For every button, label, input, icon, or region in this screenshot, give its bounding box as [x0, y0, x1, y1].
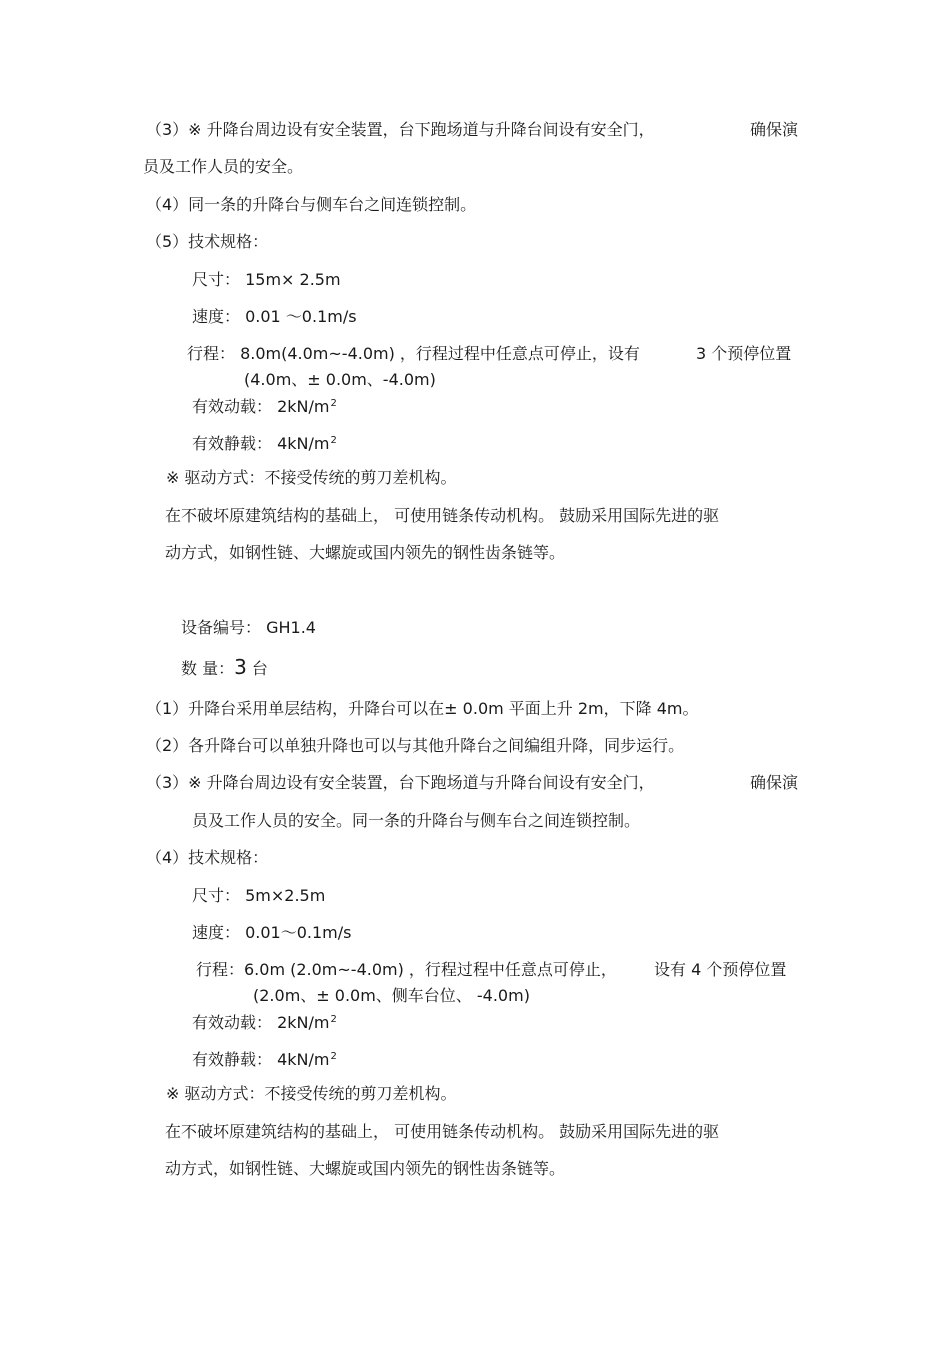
- s1-travel-c: (4.0m、± 0.0m、-4.0m): [244, 370, 436, 389]
- s2-item3-line-b: 确保演: [750, 773, 799, 792]
- s1-item4: （4）同一条的升降台与侧车台之间连锁控制。: [146, 195, 477, 214]
- s1-item3-line-c: 员及工作人员的安全。: [143, 157, 304, 176]
- s2-size: 尺寸： 5m×2.5m: [192, 886, 326, 905]
- s2-speed: 速度： 0.01～0.1m/s: [192, 923, 352, 942]
- s2-item3-line-c: 员及工作人员的安全。同一条的升降台与侧车台之间连锁控制。: [192, 811, 641, 830]
- s1-item3-line-b: 确保演: [750, 120, 799, 139]
- s2-travel-a: 行程：6.0m (2.0m~-4.0m) ，行程过程中任意点可停止，: [196, 960, 617, 979]
- s1-drive: ※ 驱动方式：不接受传统的剪刀差机构。: [166, 468, 457, 487]
- s2-item4: （4）技术规格：: [146, 848, 269, 867]
- s2-travel-c: (2.0m、± 0.0m、侧车台位、 -4.0m): [253, 986, 530, 1005]
- s1-note-a: 在不破坏原建筑结构的基础上， 可使用链条传动机构。 鼓励采用国际先进的驱: [165, 506, 720, 525]
- s1-static-load: 有效静载： $4kN/m^2$: [192, 434, 337, 453]
- s2-equip-no: 设备编号： GH1.4: [181, 618, 316, 637]
- s2-item2: （2）各升降台可以单独升降也可以与其他升降台之间编组升降，同步运行。: [146, 736, 685, 755]
- s1-size: 尺寸： 15m× 2.5m: [192, 270, 341, 289]
- s1-travel-a: 行程： 8.0m(4.0m~-4.0m) ，行程过程中任意点可停止，设有: [187, 344, 640, 363]
- s2-dynamic-load: 有效动载： $2kN/m^2$: [192, 1013, 337, 1032]
- s1-speed: 速度： 0.01 ～0.1m/s: [192, 307, 357, 326]
- s1-item3-line-a: （3）※ 升降台周边设有安全装置，台下跑场道与升降台间设有安全门，: [146, 120, 655, 139]
- s2-drive: ※ 驱动方式：不接受传统的剪刀差机构。: [166, 1084, 457, 1103]
- s2-note-a: 在不破坏原建筑结构的基础上， 可使用链条传动机构。 鼓励采用国际先进的驱: [165, 1122, 720, 1141]
- s2-note-b: 动方式，如钢性链、大螺旋或国内领先的钢性齿条链等。: [165, 1159, 566, 1178]
- s2-static-load: 有效静载： $4kN/m^2$: [192, 1050, 337, 1069]
- s1-item5: （5）技术规格：: [146, 232, 269, 251]
- s2-quantity: 数 量：3 台: [181, 655, 268, 679]
- s2-item3-line-a: （3）※ 升降台周边设有安全装置，台下跑场道与升降台间设有安全门，: [146, 773, 655, 792]
- s1-travel-b: 3 个预停位置: [696, 344, 792, 363]
- s2-travel-b: 设有 4 个预停位置: [654, 960, 787, 979]
- s2-item1: （1）升降台采用单层结构，升降台可以在± 0.0m 平面上升 2m，下降 4m。: [146, 699, 699, 718]
- s1-note-b: 动方式，如钢性链、大螺旋或国内领先的钢性齿条链等。: [165, 543, 566, 562]
- s1-dynamic-load: 有效动载： $2kN/m^2$: [192, 397, 337, 416]
